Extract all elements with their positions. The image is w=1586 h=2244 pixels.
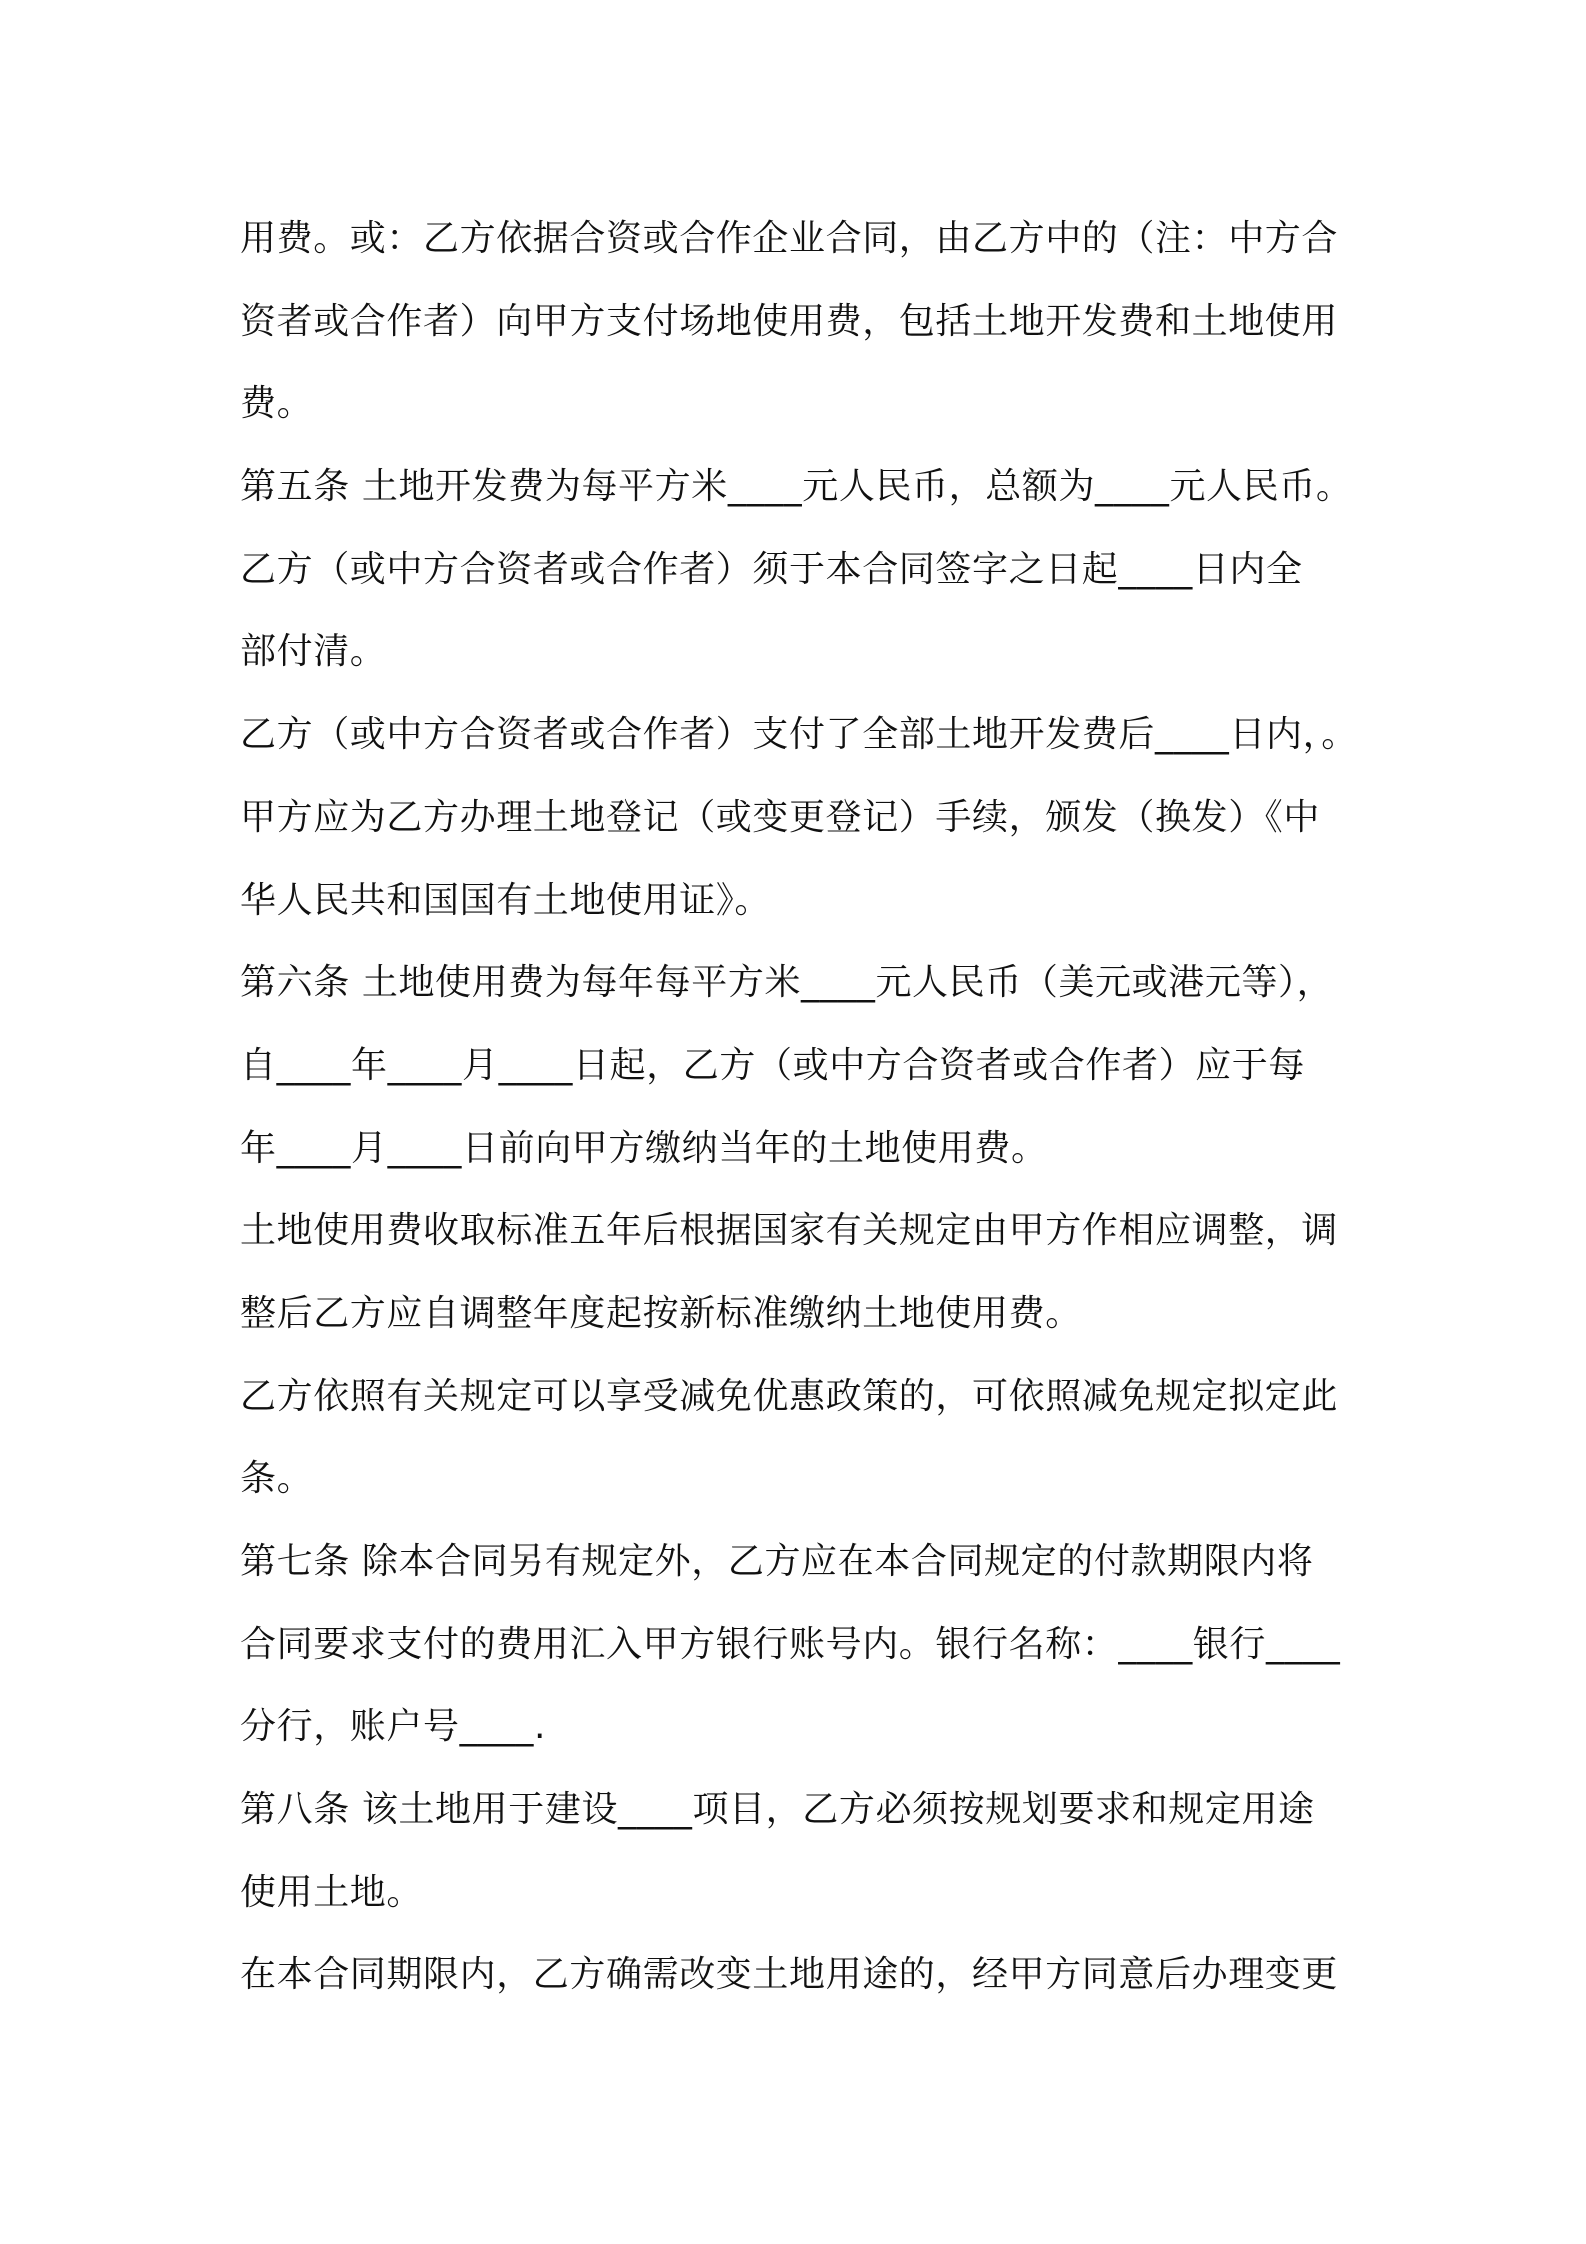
text-line: 条。	[240, 1458, 314, 1500]
text-line: 华人民共和国国有土地使用证》。	[240, 879, 772, 921]
article-6-heading-line: 第六条 土地使用费为每年每平方米____元人民币（美元或港元等），	[240, 962, 1334, 1004]
article-7-heading-line: 第七条 除本合同另有规定外，乙方应在本合同规定的付款期限内将	[240, 1541, 1314, 1582]
text-line: 乙方（或中方合资者或合作者）须于本合同签字之日起____日内全	[240, 548, 1303, 590]
article-8-heading-line: 第八条 该土地用于建设____项目，乙方必须按规划要求和规定用途	[240, 1789, 1315, 1831]
text-line: 土地使用费收取标准五年后根据国家有关规定由甲方作相应调整，调	[240, 1210, 1339, 1252]
text-line: 费。	[240, 383, 314, 425]
text-line: 整后乙方应自调整年度起按新标准缴纳土地使用费。	[240, 1292, 1082, 1334]
text-line: 乙方依照有关规定可以享受减免优惠政策的，可依照减免规定拟定此	[240, 1375, 1339, 1417]
text-line: 甲方应为乙方办理土地登记（或变更登记）手续，颁发（换发）《中	[240, 796, 1321, 838]
text-line: 资者或合作者）向甲方支付场地使用费，包括土地开发费和土地使用	[240, 300, 1339, 342]
text-line: 分行，账户号____.	[240, 1706, 547, 1748]
contract-text-body	[240, 198, 1370, 2017]
text-line: 乙方（或中方合资者或合作者）支付了全部土地开发费后____日内，。	[240, 714, 1358, 756]
text-line: 用费。或：乙方依据合资或合作企业合同，由乙方中的（注：中方合	[240, 218, 1339, 259]
text-line: 部付清。	[240, 631, 387, 673]
text-line: 自____年____月____日起，乙方（或中方合资者或合作者）应于每	[240, 1044, 1305, 1086]
text-line: 合同要求支付的费用汇入甲方银行账号内。银行名称：____银行____	[240, 1623, 1341, 1665]
text-line: 使用土地。	[240, 1871, 424, 1913]
article-5-heading-line: 第五条 土地开发费为每平方米____元人民币，总额为____元人民币。	[240, 466, 1353, 508]
text-line: 年____月____日前向甲方缴纳当年的土地使用费。	[240, 1127, 1048, 1169]
text-line: 在本合同期限内，乙方确需改变土地用途的，经甲方同意后办理变更	[240, 1954, 1339, 1996]
